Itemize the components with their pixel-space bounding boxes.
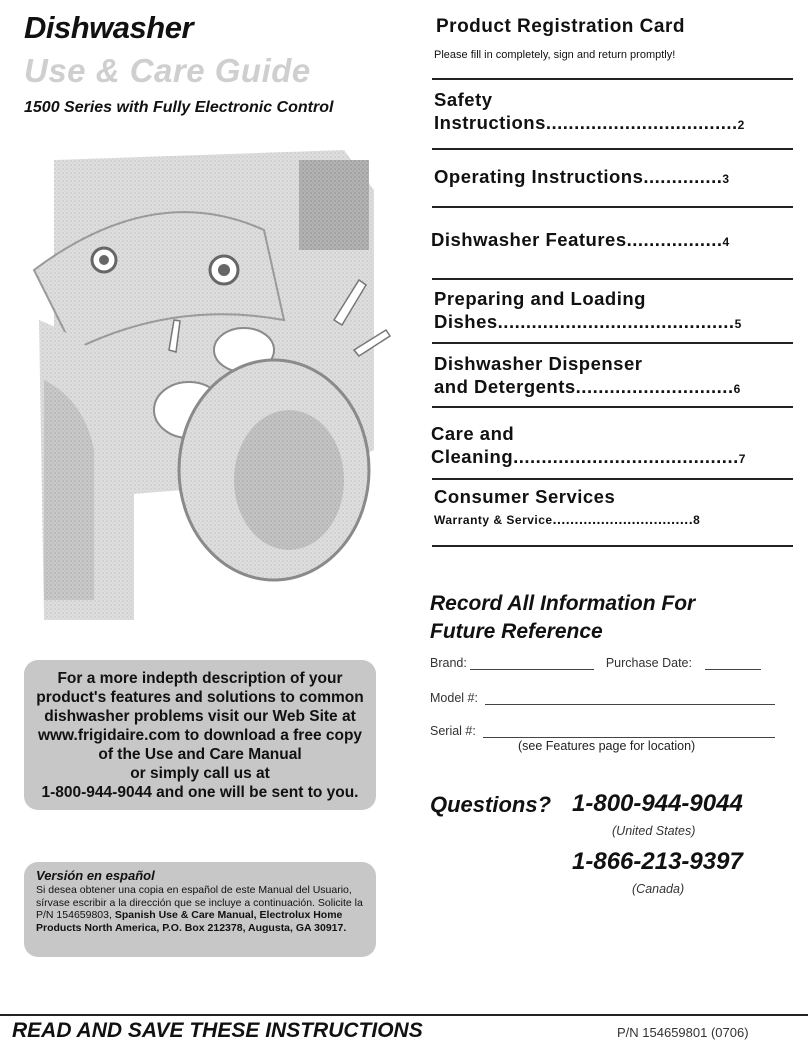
toc-entry-care bbox=[431, 422, 771, 471]
record-info-title bbox=[430, 590, 695, 646]
model-label: Model #: bbox=[430, 691, 478, 705]
website-info-line: www.frigidaire.com to download a free copy bbox=[37, 726, 363, 744]
website-info-box bbox=[24, 660, 376, 810]
spanish-version-box bbox=[24, 862, 376, 957]
toc-entry-title-cont: Warranty & Service bbox=[434, 513, 553, 527]
phone-canada: 1-866-213-9397 bbox=[572, 848, 743, 875]
toc-page-number: 5 bbox=[734, 317, 742, 331]
toc-entry-preparing bbox=[434, 287, 774, 336]
brand-label: Brand: bbox=[430, 656, 467, 670]
purchase-date-label: Purchase Date: bbox=[605, 656, 692, 670]
footer-divider bbox=[0, 1014, 808, 1016]
toc-divider bbox=[432, 148, 793, 150]
website-info-line: dishwasher problems visit our Web Site at bbox=[44, 707, 356, 725]
brand-row bbox=[430, 655, 761, 670]
toc-page-number: 7 bbox=[738, 452, 746, 466]
toc-page-number: 2 bbox=[737, 118, 745, 132]
series-description: 1500 Series with Fully Electronic Control bbox=[24, 99, 334, 116]
toc-entry-title-cont: Instructions bbox=[434, 112, 546, 133]
toc-entry-safety bbox=[434, 88, 774, 137]
toc-entry-title: Dishwasher Features bbox=[431, 229, 627, 250]
serial-row bbox=[430, 723, 775, 738]
toc-entry-line bbox=[434, 111, 774, 137]
toc-entry-features bbox=[431, 228, 771, 254]
registration-card-subtitle: Please fill in completely, sign and return promptly! bbox=[434, 49, 676, 61]
website-info-line: 1-800-944-9044 and one will be sent to you. bbox=[41, 783, 359, 801]
toc-dot-leader: ................. bbox=[626, 229, 723, 250]
toc-divider bbox=[432, 78, 793, 80]
website-info-line: or simply call us at bbox=[130, 764, 270, 782]
toc-divider bbox=[432, 406, 793, 408]
toc-entry-operating bbox=[434, 165, 774, 191]
phone-us-label: (United States) bbox=[612, 824, 696, 838]
toc-divider bbox=[432, 278, 793, 280]
document-subtitle: Use & Care Guide bbox=[24, 52, 311, 89]
cover-left-column bbox=[0, 0, 400, 1010]
spanish-body-bold: Spanish Use & Care Manual, Electrolux Home Products North America, P.O. Box 212378, Augusta, GA 30917. bbox=[36, 909, 347, 934]
registration-card-title: Product Registration Card bbox=[436, 16, 685, 37]
record-title-line: Future Reference bbox=[430, 620, 603, 643]
serial-field[interactable] bbox=[483, 723, 775, 738]
model-row bbox=[430, 690, 775, 705]
brand-field[interactable] bbox=[470, 655, 594, 670]
phone-canada-label: (Canada) bbox=[632, 882, 685, 896]
website-info-line: of the Use and Care Manual bbox=[98, 745, 302, 763]
toc-dot-leader: ................................ bbox=[552, 511, 694, 527]
toc-entry-title: Safety bbox=[434, 89, 493, 110]
toc-entry-title: Care and bbox=[431, 423, 515, 444]
document-title: Dishwasher bbox=[24, 10, 194, 45]
toc-entry-consumer bbox=[434, 485, 774, 530]
questions-label: Questions? bbox=[430, 792, 552, 817]
toc-page-number: 4 bbox=[722, 235, 730, 249]
toc-entry-title: Consumer Services bbox=[434, 486, 616, 507]
toc-entry-title: Preparing and Loading bbox=[434, 288, 646, 309]
website-info-line: product's features and solutions to common bbox=[36, 688, 364, 706]
website-info-line: For a more indepth description of your bbox=[57, 669, 343, 687]
spanish-body-plain: Si desea obtener una copia en español de este Manual del Usuario, sírvase escribir a la dirección que se incluye a continuación. Solicite la P/N 154659803, bbox=[36, 884, 363, 921]
toc-entry-title-cont: and Detergents bbox=[434, 376, 576, 397]
spanish-version-title: Versión en español bbox=[36, 868, 155, 883]
toc-dot-leader: .................................. bbox=[545, 112, 738, 133]
phone-us: 1-800-944-9044 bbox=[572, 790, 743, 817]
toc-entry-dispenser bbox=[434, 352, 774, 401]
toc-dot-leader: .............. bbox=[643, 166, 723, 187]
toc-dot-leader: ........................................ bbox=[513, 446, 739, 467]
toc-dot-leader: ............................ bbox=[575, 376, 734, 397]
toc-dot-leader: .......................................... bbox=[497, 311, 735, 332]
spanish-version-body bbox=[36, 884, 366, 934]
footer-part-number: P/N 154659801 (0706) bbox=[617, 1025, 749, 1040]
record-title-line: Record All Information For bbox=[430, 592, 696, 615]
toc-entry-title: Dishwasher Dispenser bbox=[434, 353, 643, 374]
toc-page-number: 6 bbox=[733, 382, 741, 396]
toc-divider bbox=[432, 545, 793, 547]
toc-page-number: 8 bbox=[693, 513, 701, 527]
serial-label: Serial #: bbox=[430, 724, 476, 738]
model-field[interactable] bbox=[485, 690, 775, 705]
serial-location-note: (see Features page for location) bbox=[518, 739, 696, 753]
dishwasher-illustration bbox=[14, 120, 399, 630]
footer-instructions: READ AND SAVE THESE INSTRUCTIONS bbox=[12, 1019, 423, 1042]
toc-page-number: 3 bbox=[722, 172, 730, 186]
toc-entry-title-cont: Cleaning bbox=[431, 446, 514, 467]
toc-entry-title: Operating Instructions bbox=[434, 166, 644, 187]
toc-divider bbox=[432, 478, 793, 480]
purchase-date-field[interactable] bbox=[705, 655, 761, 670]
toc-divider bbox=[432, 206, 793, 208]
toc-entry-title-cont: Dishes bbox=[434, 311, 498, 332]
toc-divider bbox=[432, 342, 793, 344]
